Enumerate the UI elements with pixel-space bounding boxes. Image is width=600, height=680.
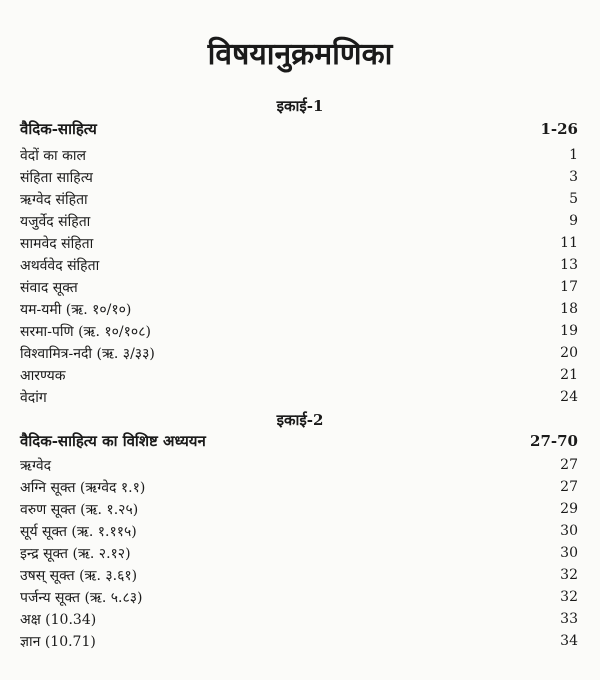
entry-page: 20 bbox=[560, 345, 578, 361]
entry-page: 17 bbox=[560, 279, 578, 295]
entry-page: 27 bbox=[560, 457, 578, 473]
entry-label: सामवेद संहिता bbox=[20, 235, 94, 252]
entry-label: वेदांग bbox=[20, 389, 47, 406]
entry-page: 27 bbox=[560, 479, 578, 495]
toc-entry bbox=[20, 454, 580, 476]
toc-entry bbox=[20, 232, 580, 254]
entry-page: 3 bbox=[569, 169, 578, 185]
entry-page: 29 bbox=[560, 501, 578, 517]
entry-label: यजुर्वेद संहिता bbox=[20, 213, 91, 230]
toc-entry bbox=[20, 298, 580, 320]
toc-entry bbox=[20, 542, 580, 564]
toc-entry bbox=[20, 188, 580, 210]
toc-entry bbox=[20, 498, 580, 520]
entry-page: 33 bbox=[560, 611, 578, 627]
section-row bbox=[20, 430, 580, 452]
entry-label: सूर्य सूक्त (ऋ. १.११५) bbox=[20, 523, 137, 540]
unit-heading: इकाई-1 bbox=[276, 97, 324, 115]
entry-page: 24 bbox=[560, 389, 578, 405]
toc-entry bbox=[20, 166, 580, 188]
entry-label: उषस् सूक्त (ऋ. ३.६१) bbox=[20, 567, 138, 584]
entry-page: 30 bbox=[560, 523, 578, 539]
section-title: वैदिक-साहित्य का विशिष्ट अध्ययन bbox=[20, 432, 206, 450]
toc-entry bbox=[20, 254, 580, 276]
entry-page: 30 bbox=[560, 545, 578, 561]
entry-label: यम-यमी (ऋ. १०/१०) bbox=[20, 301, 132, 318]
entry-label: विश्वामित्र-नदी (ऋ. ३/३३) bbox=[20, 345, 155, 362]
section-title: वैदिक-साहित्य bbox=[20, 120, 97, 138]
entry-label: इन्द्र सूक्त (ऋ. २.१२) bbox=[20, 545, 131, 562]
section-page-range: 27-70 bbox=[530, 432, 578, 450]
toc-entry bbox=[20, 630, 580, 652]
entry-page: 9 bbox=[569, 213, 578, 229]
toc-entry bbox=[20, 520, 580, 542]
entry-label: ऋग्वेद bbox=[20, 457, 52, 474]
toc-entry bbox=[20, 144, 580, 166]
toc-entry bbox=[20, 364, 580, 386]
entry-page: 18 bbox=[560, 301, 578, 317]
toc-entry bbox=[20, 276, 580, 298]
entry-page: 21 bbox=[560, 367, 578, 383]
entry-label: वेदों का काल bbox=[20, 147, 86, 164]
entry-label: पर्जन्य सूक्त (ऋ. ५.८३) bbox=[20, 589, 143, 606]
entry-label: वरुण सूक्त (ऋ. १.२५) bbox=[20, 501, 139, 518]
entry-page: 34 bbox=[560, 633, 578, 649]
toc-entry bbox=[20, 342, 580, 364]
toc-entry bbox=[20, 476, 580, 498]
entry-label: ऋग्वेद संहिता bbox=[20, 191, 88, 208]
entry-page: 11 bbox=[560, 235, 578, 251]
entry-label: संवाद सूक्त bbox=[20, 279, 78, 296]
entry-page: 1 bbox=[569, 147, 578, 163]
entry-page: 5 bbox=[569, 191, 578, 207]
unit-heading: इकाई-2 bbox=[276, 411, 324, 429]
entry-label: अथर्ववेद संहिता bbox=[20, 257, 100, 274]
toc-entry bbox=[20, 386, 580, 408]
page-title: विषयानुक्रमणिका bbox=[207, 37, 393, 72]
entry-page: 19 bbox=[560, 323, 578, 339]
entry-label: ज्ञान (10.71) bbox=[20, 633, 96, 650]
toc-entry bbox=[20, 608, 580, 630]
toc-entry bbox=[20, 320, 580, 342]
section-page-range: 1-26 bbox=[540, 120, 578, 138]
toc-entry bbox=[20, 564, 580, 586]
toc-entry bbox=[20, 210, 580, 232]
toc-entry bbox=[20, 586, 580, 608]
section-row bbox=[20, 118, 580, 140]
entry-page: 32 bbox=[560, 589, 578, 605]
entry-label: अक्ष (10.34) bbox=[20, 611, 97, 628]
entry-label: अग्नि सूक्त (ऋग्वेद १.१) bbox=[20, 479, 146, 496]
entry-label: सरमा-पणि (ऋ. १०/१०८) bbox=[20, 323, 151, 340]
entry-label: आरण्यक bbox=[20, 367, 66, 384]
entry-page: 32 bbox=[560, 567, 578, 583]
entry-label: संहिता साहित्य bbox=[20, 169, 93, 186]
entry-page: 13 bbox=[560, 257, 578, 273]
